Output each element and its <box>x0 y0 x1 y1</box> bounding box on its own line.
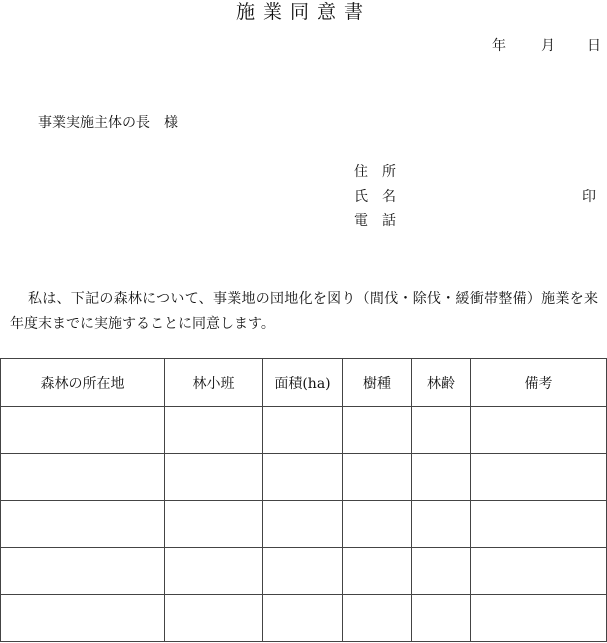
cell-species[interactable] <box>343 548 412 595</box>
phone-label: 電話 <box>354 213 410 229</box>
column-header-species: 樹種 <box>343 359 412 407</box>
cell-location[interactable] <box>1 548 165 595</box>
table-row <box>1 501 607 548</box>
cell-remarks[interactable] <box>471 454 607 501</box>
column-header-age: 林齢 <box>412 359 471 407</box>
column-header-area: 面積(ha) <box>263 359 343 407</box>
date-month-label: 月 <box>541 38 555 54</box>
table-row <box>1 548 607 595</box>
table-row <box>1 407 607 454</box>
cell-species[interactable] <box>343 595 412 642</box>
cell-age[interactable] <box>412 595 471 642</box>
address-label: 住所 <box>354 164 410 180</box>
cell-remarks[interactable] <box>471 501 607 548</box>
cell-species[interactable] <box>343 501 412 548</box>
cell-species[interactable] <box>343 407 412 454</box>
table-header-row <box>1 359 607 407</box>
cell-area[interactable] <box>263 454 343 501</box>
cell-area[interactable] <box>263 501 343 548</box>
cell-age[interactable] <box>412 407 471 454</box>
cell-compartment[interactable] <box>165 407 263 454</box>
cell-area[interactable] <box>263 595 343 642</box>
table-row <box>1 454 607 501</box>
cell-location[interactable] <box>1 407 165 454</box>
column-header-remarks: 備考 <box>471 359 607 407</box>
column-header-compartment: 林小班 <box>165 359 263 407</box>
cell-area[interactable] <box>263 548 343 595</box>
forest-table <box>0 358 607 642</box>
date-year-label: 年 <box>492 38 506 54</box>
cell-remarks[interactable] <box>471 407 607 454</box>
cell-compartment[interactable] <box>165 548 263 595</box>
cell-area[interactable] <box>263 407 343 454</box>
cell-compartment[interactable] <box>165 595 263 642</box>
cell-age[interactable] <box>412 548 471 595</box>
table-row <box>1 595 607 642</box>
cell-compartment[interactable] <box>165 454 263 501</box>
column-header-location: 森林の所在地 <box>1 359 165 407</box>
document-title: 施業同意書 <box>235 1 371 23</box>
consent-statement: 私は、下記の森林について、事業地の団地化を図り（間伐・除伐・緩衝帯整備）施業を来年度末までに実施することに同意します。 <box>10 291 598 332</box>
name-label: 氏名 <box>354 189 410 205</box>
addressee: 事業実施主体の長 様 <box>38 115 178 131</box>
forest-table-body <box>1 407 607 642</box>
cell-remarks[interactable] <box>471 548 607 595</box>
cell-location[interactable] <box>1 595 165 642</box>
date-day-label: 日 <box>587 38 601 54</box>
cell-remarks[interactable] <box>471 595 607 642</box>
cell-species[interactable] <box>343 454 412 501</box>
cell-location[interactable] <box>1 501 165 548</box>
forest-table-header <box>1 359 607 407</box>
cell-age[interactable] <box>412 501 471 548</box>
cell-age[interactable] <box>412 454 471 501</box>
cell-location[interactable] <box>1 454 165 501</box>
seal-mark: 印 <box>582 189 596 205</box>
cell-compartment[interactable] <box>165 501 263 548</box>
